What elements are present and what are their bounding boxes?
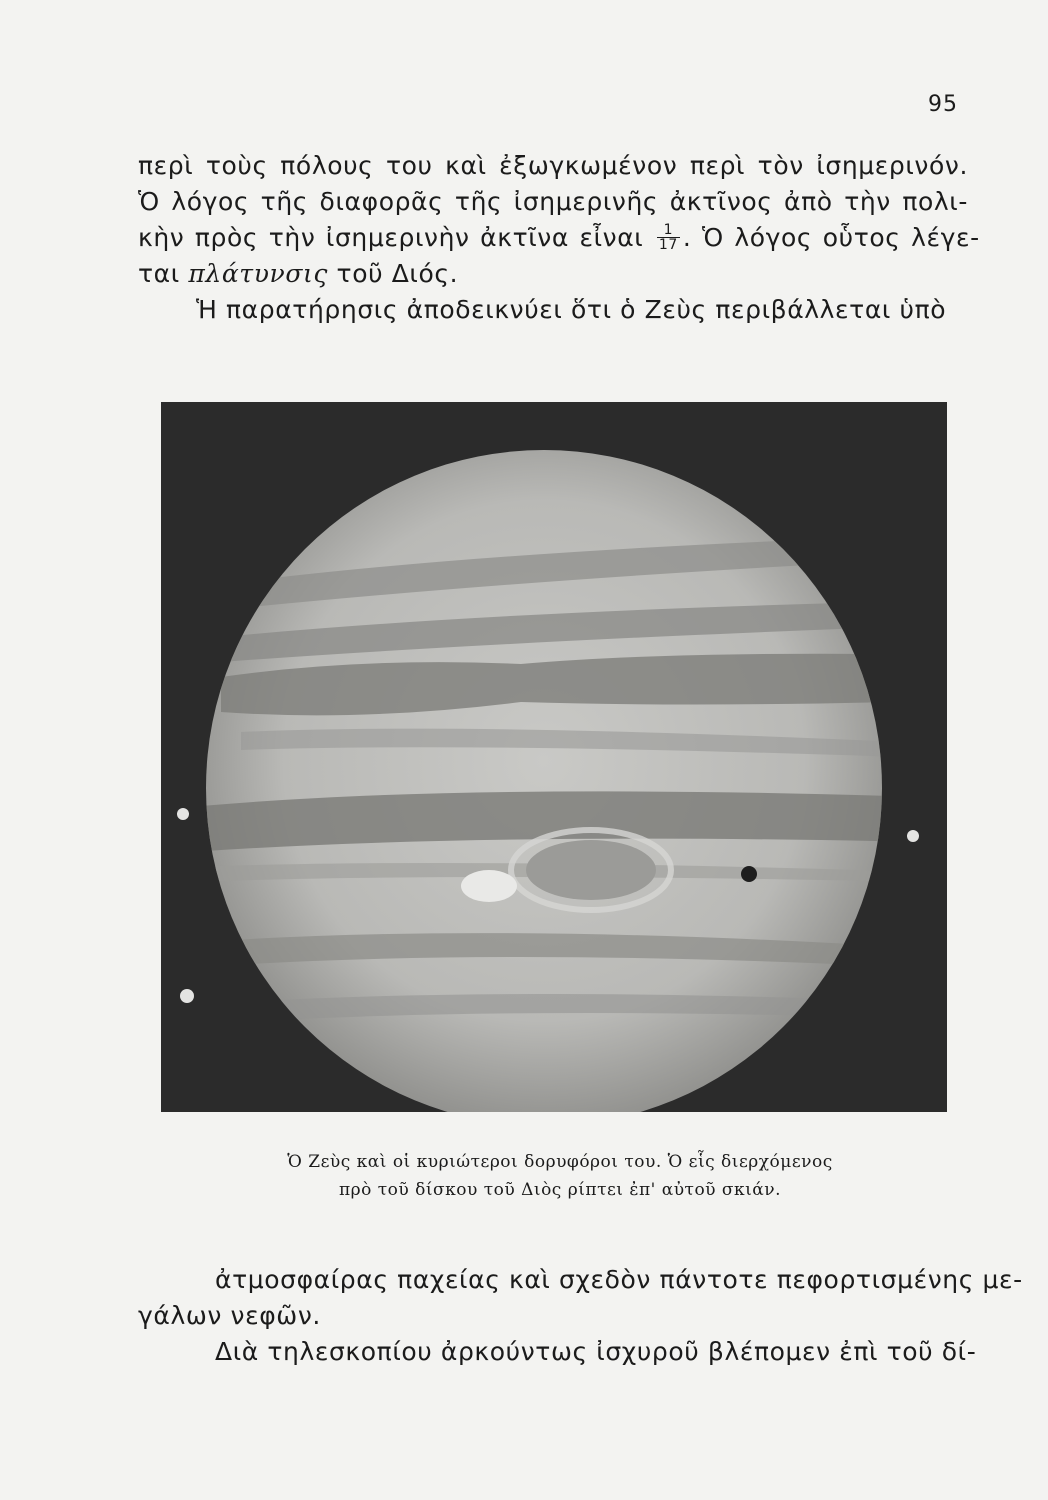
italic-term: πλάτυνσις [188, 259, 328, 288]
text-segment: ται [138, 259, 180, 288]
page-number: 95 [928, 92, 958, 117]
fraction-numerator: 1 [657, 223, 680, 238]
caption-line: πρὸ τοῦ δίσκου τοῦ Διὸς ρίπτει ἐπ' αὐτοῦ σκιάν. [338, 1180, 782, 1200]
text-line: Διὰ τηλεσκοπίου ἀρκούντως ἰσχυροῦ βλέπομεν ἐπὶ τοῦ δί- [215, 1337, 977, 1366]
satellite [907, 830, 919, 842]
text-segment: τοῦ Διός. [336, 259, 459, 288]
great-red-spot [526, 840, 656, 900]
jupiter-photograph [161, 402, 947, 1112]
satellite [177, 808, 189, 820]
satellite [180, 989, 194, 1003]
top-paragraph [138, 148, 980, 328]
text-line: γάλων νεφῶν. [138, 1301, 321, 1330]
text-line: ἀτμοσφαίρας παχείας καὶ σχεδὸν πάντοτε πεφορτισμένης με- [215, 1265, 1023, 1294]
bright-oval [461, 870, 517, 902]
text-line: Ἡ παρατήρησις ἀποδεικνύει ὅτι ὁ Ζεὺς περιβάλλεται ὑπὸ [196, 295, 947, 324]
bottom-paragraph [138, 1262, 1023, 1370]
fraction-denominator: 17 [658, 236, 678, 253]
figure-caption [200, 1148, 920, 1204]
text-line-with-fraction [138, 220, 980, 256]
text-line: Ὁ λόγος τῆς διαφορᾶς τῆς ἰσημερινῆς ἀκτῖνος ἀπὸ τὴν πολι- [138, 187, 968, 216]
text-line: περὶ τοὺς πόλους του καὶ ἐξωγκωμένον περὶ τὸν ἰσημερινόν. [138, 151, 968, 180]
text-segment: . Ὁ λόγος οὗτος λέγε- [682, 223, 980, 252]
caption-line: Ὁ Ζεὺς καὶ οἱ κυριώτεροι δορυφόροι του. Ὁ εἷς διερχόμενος [287, 1152, 833, 1172]
jupiter-illustration [161, 402, 947, 1112]
text-segment: κὴν πρὸς τὴν ἰσημερινὴν ἀκτῖνα εἶναι [138, 223, 644, 252]
text-line [138, 256, 968, 292]
satellite-shadow [741, 866, 757, 882]
fraction [657, 223, 680, 252]
